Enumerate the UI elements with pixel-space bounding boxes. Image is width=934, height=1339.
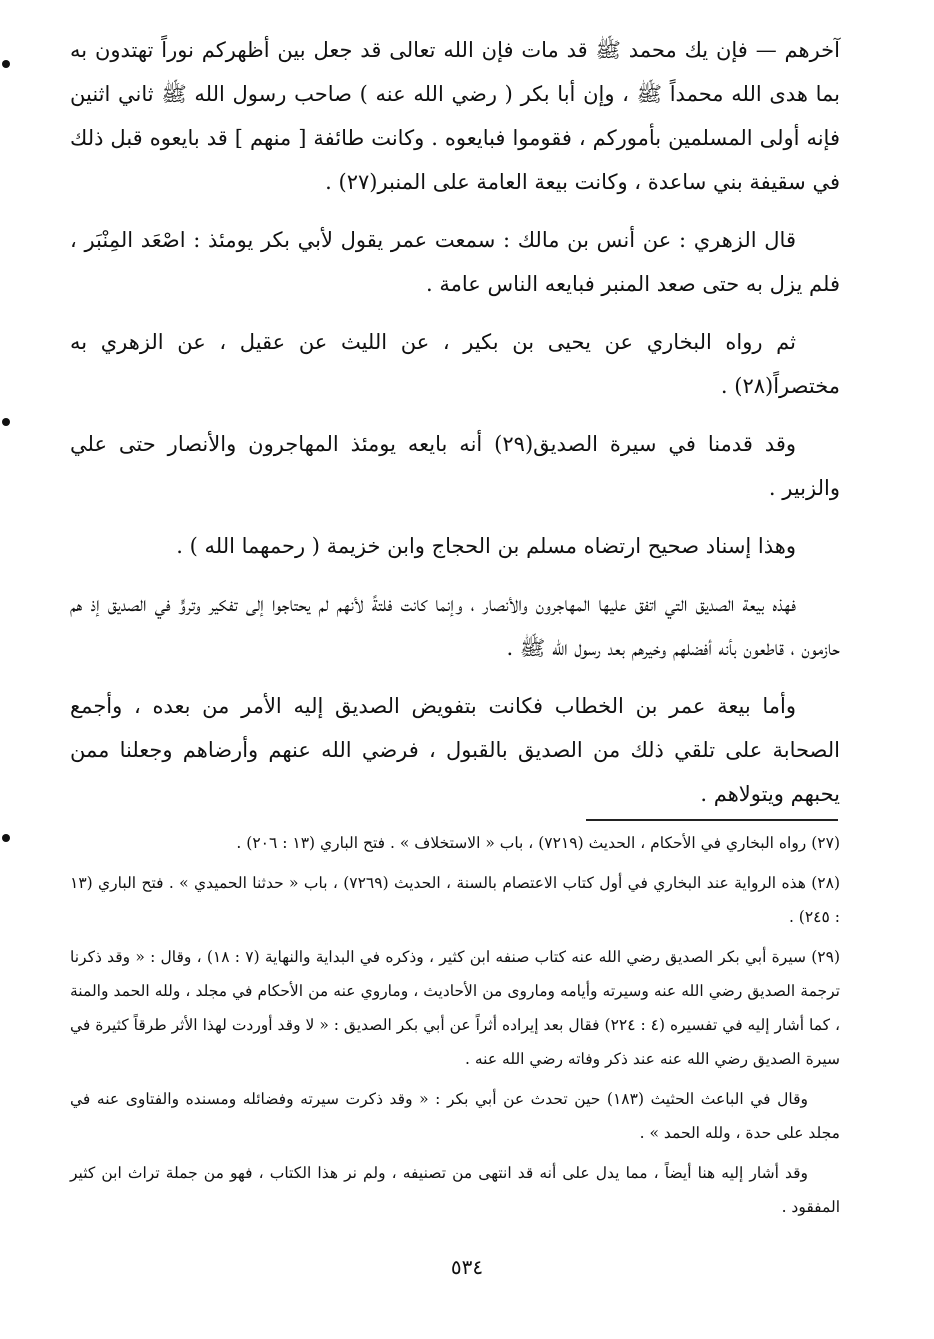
- footnote-27: (٢٧) رواه البخاري في الأحكام ، الحديث (٧٢١٩) ، باب « الاستخلاف » . فتح الباري (١٣ : ٢٠٦) .: [236, 834, 840, 852]
- footnote-29-continued-1: وقال في الباعث الحثيث (١٨٣) حين تحدث عن أبي بكر : « وقد ذكرت سيرته وفضائله ومسنده والفتاوى عنه في مجلد على حدة ، ولله الحمد » .: [70, 1090, 840, 1142]
- paragraph-5: وهذا إسناد صحيح ارتضاه مسلم بن الحجاج وابن خزيمة ( رحمهما الله ) .: [176, 534, 796, 558]
- paragraph-7: وأما بيعة عمر بن الخطاب فكانت بتفويض الصديق إليه الأمر من بعده ، وأجمع الصحابة على تلقي ذلك من الصديق بالقبول ، فرضي الله عنهم وأرضاهم وجعلنا ممن يحبهم ويتولاهم .: [70, 694, 840, 806]
- footnote-28: (٢٨) هذه الرواية عند البخاري في أول كتاب الاعتصام بالسنة ، الحديث (٧٢٦٩) ، باب « حدثنا الحميدي » . فتح الباري (١٣ : ٢٤٥) .: [70, 874, 840, 926]
- main-text: [70, 28, 840, 830]
- paragraph-3: ثم رواه البخاري عن يحيى بن بكير ، عن الليث عن عقيل ، عن الزهري به مختصراً(٢٨) .: [70, 330, 840, 398]
- margin-dot-lower: [2, 834, 10, 842]
- page-number: ٥٣٤: [450, 1255, 484, 1279]
- paragraph-1: آخرهم — فإن يك محمد ﷺ قد مات فإن الله تعالى قد جعل بين أظهركم نوراً تهتدون به بما هدى الله محمداً ﷺ ، وإن أبا بكر ( رضي الله عنه ) صاحب رسول الله ﷺ ثاني اثنين فإنه أولى المسلمين بأموركم ، فقوموا فبايعوه . وكانت طائفة [ منهم ] قد بايعوه قبل ذلك في سقيفة بني ساعدة ، وكانت بيعة العامة على المنبر(٢٧) .: [70, 38, 840, 194]
- footnote-29: (٢٩) سيرة أبي بكر الصديق رضي الله عنه كتاب صنفه ابن كثير ، وذكره في البداية والنهاية (٧ : ١٨) ، وقال : « وقد ذكرنا ترجمة الصديق رضي الله عنه وسيرته وأيامه وماروى من الأحاديث ، وماروي عنه من الأحكام في مجلد ، ولله الحمد والمنة ، كما أشار إليه في تفسيره (٤ : ٢٢٤) فقال بعد إيراده أثراً عن أبي بكر الصديق : « لا وقد أوردت لهذا الأثر طرقاً كثيرة في سيرة الصديق رضي الله عنه عند ذكر وفاته رضي الله عنه .: [70, 948, 840, 1068]
- paragraph-6: فهذه بيعة الصديق التي اتفق عليها المهاجرون والأنصار ، وإنما كانت فلتةً لأنهم لم يحتاجوا إلى تفكير وتروٍّ في الصديق إذ هم حازمون ، قاطعون بأنه أفضلهم وخيرهم بعد رسول الله ﷺ .: [70, 592, 840, 660]
- margin-dot-middle: [2, 418, 10, 426]
- footnote-29-continued-2: وقد أشار إليه هنا أيضاً ، مما يدل على أنه قد انتهى من تصنيفه ، ولم نر هذا الكتاب ، فهو من جملة تراث ابن كثير المفقود .: [70, 1164, 840, 1216]
- footnotes: [70, 826, 840, 1230]
- margin-dot-top: [2, 60, 10, 68]
- paragraph-4: وقد قدمنا في سيرة الصديق(٢٩) أنه بايعه يومئذ المهاجرون والأنصار حتى علي والزبير .: [70, 432, 840, 500]
- paragraph-2: قال الزهري : عن أنس بن مالك : سمعت عمر يقول لأبي بكر يومئذ : اصْعَد المِنْبَر ، فلم يزل به حتى صعد المنبر فبايعه الناس عامة .: [70, 228, 840, 296]
- footnote-separator: [586, 819, 838, 821]
